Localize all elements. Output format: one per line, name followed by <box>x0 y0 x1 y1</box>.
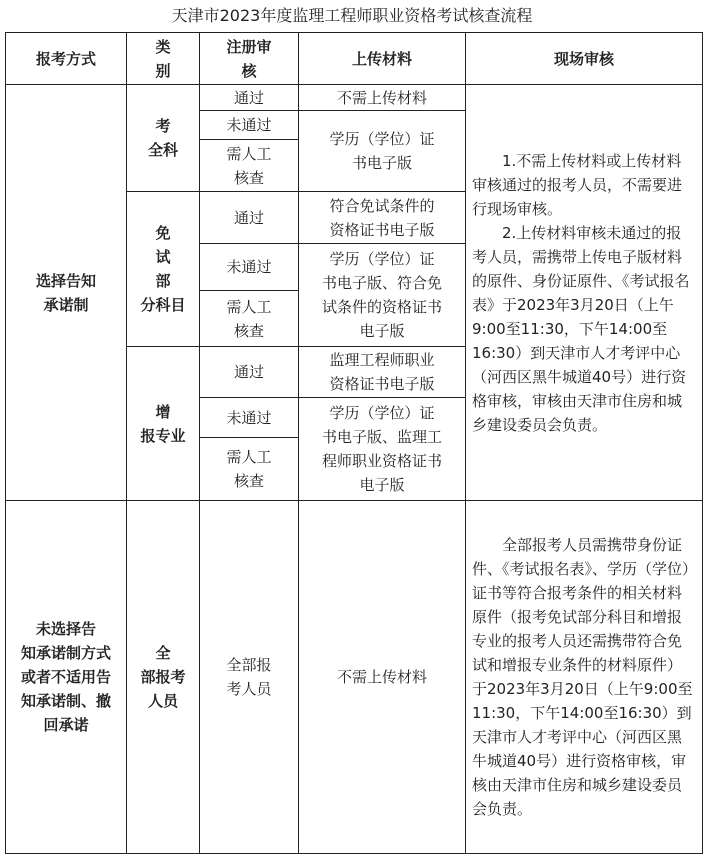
status-manual-check: 需人工 核查 <box>200 291 299 347</box>
header-row <box>6 33 703 85</box>
status-pass: 通过 <box>200 192 299 244</box>
material-cell: 学历（学位）证 书电子版 <box>299 111 466 192</box>
status-fail: 未通过 <box>200 244 299 291</box>
header-category: 类 别 <box>127 33 200 85</box>
status-manual-check: 需人工 核查 <box>200 438 299 501</box>
status-fail: 未通过 <box>200 111 299 140</box>
header-registration-review: 注册审 核 <box>200 33 299 85</box>
material-cell: 符合免试条件的 资格证书电子版 <box>299 192 466 244</box>
category-added-specialty: 增 报专业 <box>127 347 200 501</box>
material-cell: 不需上传材料 <box>299 501 466 854</box>
status-all-applicants: 全部报 考人员 <box>200 501 299 854</box>
table-row <box>6 85 703 111</box>
material-cell: 学历（学位）证 书电子版、监理工 程师职业资格证书 电子版 <box>299 398 466 501</box>
material-cell: 不需上传材料 <box>299 85 466 111</box>
material-cell: 监理工程师职业 资格证书电子版 <box>299 347 466 398</box>
method-no-commitment: 未选择告 知承诺制方式 或者不适用告 知承诺制、撤 回承诺 <box>6 501 127 854</box>
method-commitment: 选择告知 承诺制 <box>6 85 127 501</box>
status-pass: 通过 <box>200 85 299 111</box>
page-title: 天津市2023年度监理工程师职业资格考试核查流程 <box>171 6 533 25</box>
onsite-review-all: 全部报考人员需携带身份证件、《考试报名表》、学历（学位）证书等符合报考条件的相关材料原件（报考免试部分科目和增报专业的报考人员还需携带符合免试和增报专业条件的材料原件）于2023年3月20日（上午9:00至11:30，下午14:00至16:30）到天津市人才考评中心（河西区黑牛城道40号）进行资格审核，审核由天津市住房和城乡建设委员会负责。 <box>466 501 703 854</box>
header-method: 报考方式 <box>6 33 127 85</box>
header-upload-material: 上传材料 <box>299 33 466 85</box>
category-all-applicants: 全 部报考 人员 <box>127 501 200 854</box>
status-manual-check: 需人工 核查 <box>200 140 299 192</box>
onsite-review-commitment: 1.不需上传材料或上传材料审核通过的报考人员，不需要进行现场审核。 2.上传材料审核未通过的报考人员，需携带上传电子版材料的原件、身份证原件、《考试报名表》于2023年3月20日（上午9:00至11:30，下午14:00至16:30）到天津市人才考评中心（河西区黑牛城道40号）进行资格审核，审核由天津市住房和城乡建设委员会负责。 <box>466 85 703 501</box>
table-row <box>6 501 703 854</box>
status-fail: 未通过 <box>200 398 299 438</box>
review-process-table <box>5 32 703 854</box>
material-cell: 学历（学位）证 书电子版、符合免 试条件的资格证书 电子版 <box>299 244 466 347</box>
category-full-subjects: 考 全科 <box>127 85 200 192</box>
status-pass: 通过 <box>200 347 299 398</box>
header-onsite-review: 现场审核 <box>466 33 703 85</box>
category-exempt-subjects: 免 试 部 分科目 <box>127 192 200 347</box>
